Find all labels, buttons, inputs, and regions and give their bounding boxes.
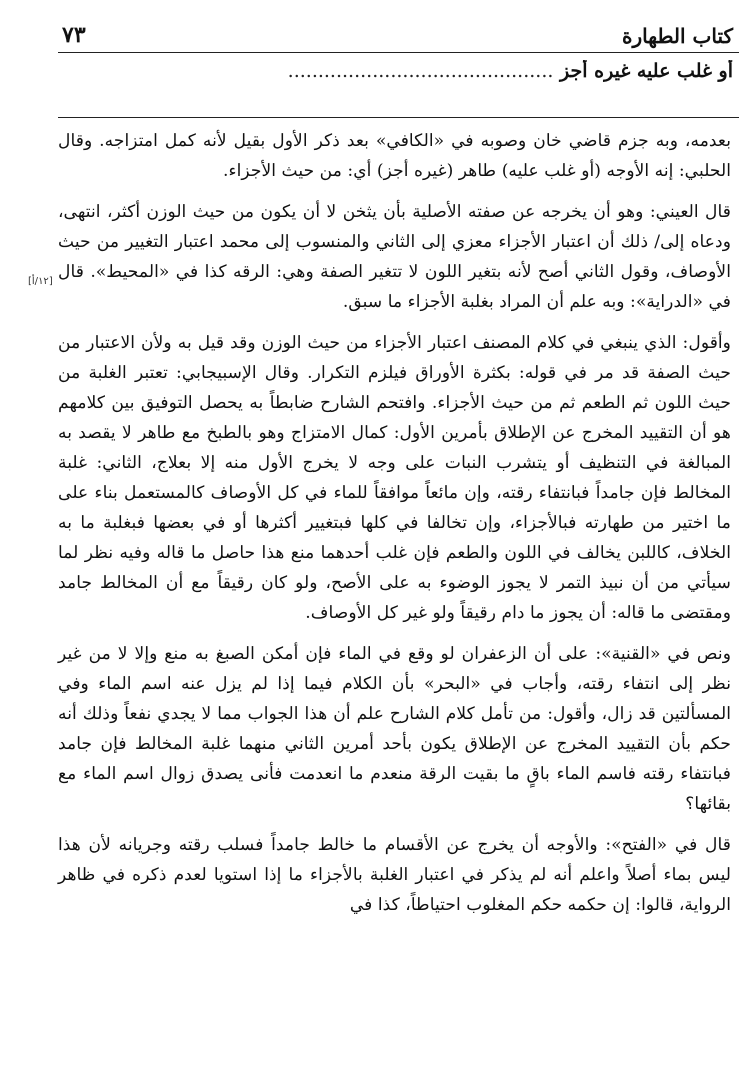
commentary-paragraph: وأقول: الذي ينبغي في كلام المصنف اعتبار الأجزاء من حيث الوزن وقد قيل به ولأن الاعتبار من حيث الصفة قد مر في قوله: بكثرة الأوراق فيلزم التكرار. وقال الإسبيجابي: تعتبر الغلبة من حيث اللون ثم الطعم ثم من حيث الأجزاء. وافتحم الشارح ضابطاً به يحصل التوفيق بين كلامهم هو أن التقييد المخرج عن الإطلاق بأمرين الأول: كمال الامتزاج وهو بالطبخ مع طاهر لا يقصد به المبالغة في التنظيف أو يتشرب النبات على وجه لا يخرج الأول منه إلا بعلاج، الثاني: غلبة المخالط فإن جامداً فبانتفاء رقته، وإن مائعاً موافقاً للماء في كل الأوصاف كالمستعمل بناء على ما اختير من طهارته فبالأجزاء، وإن تخالفا في كلها فبتغيير أكثرها أو في بعضها فبغلبة ما به الخلاف، كاللبن يخالف في اللون والطعم فإن غلب أحدهما منع هذا حاصل ما قاله وفيه نظر لما سيأتي من أن نبيذ التمر لا يجوز الوضوء به على الأصح، ولو كان رقيقاً مع أن المخالط جامد ومقتضى ما قاله: أن يجوز ما دام رقيقاً ولو غير كل الأوصاف. [58,333,731,623]
matn-separator-rule [58,117,739,118]
commentary-paragraph: بعدمه، وبه جزم قاضي خان وصوبه في «الكافي» بعد ذكر الأول بقيل لأنه كمل امتزاجه. وقال الحلبي: إنه الأوجه (أو غلب عليه) طاهر (غيره أجز) أي: من حيث الأجزاء. [58,131,731,181]
page-number: ٧٣ [62,22,86,48]
manuscript-folio-reference: [١٢/أ] [28,276,53,287]
matn-leader-dots: ............................................ [287,60,554,82]
commentary-paragraph: قال في «الفتح»: والأوجه أن يخرج عن الأقسام ما خالط جامداً فسلب رقته وجريانه لأن هذا ليس بماء أصلاً واعلم أنه لم يذكر في اعتبار الغلبة بالأجزاء ما إذا استويا لعدم ذكره في ظاهر الرواية، قالوا: إن حكمه حكم المغلوب احتياطاً، كذا في [58,835,731,915]
commentary-paragraph: ونص في «القنية»: على أن الزعفران لو وقع في الماء فإن أمكن الصبغ به منع وإلا لا من غير نظر إلى انتفاء رقته، وأجاب في «البحر» بأن الكلام فيما إذا لم يزل عنه اسم الماء وفي المسألتين قد زال، وأقول: من تأمل كلام الشارح علم أن هذا الجواب مما لا يجدي نفعاً وذلك أنه حكم بأن التقييد المخرج عن الإطلاق يكون بأحد أمرين الثاني منهما غلبة المخالط فإن جامد فبانتفاء رقته فاسم الماء باقٍ ما بقيت الرقة منعدم ما انعدمت فأنى يصدق زوال اسم الماء مع بقائها؟ [58,644,731,814]
matn-text-line [58,60,733,100]
commentary-body [58,126,731,931]
commentary-paragraph: قال العيني: وهو أن يخرجه عن صفته الأصلية بأن يثخن لا أن يكون من حيث الوزن أكثر، انتهى، ودعاه إلى/ ذلك أن اعتبار الأجزاء معزي إلى الثاني والمنسوب إلى محمد اعتبار التغيير من حيث الأوصاف، وقول الثاني أصح لأنه بتغير اللون لا تتغير الصفة وهي: الرقه كذا في «المحيط». قال في «الدراية»: وبه علم أن المراد بغلبة الأجزاء ما سبق. [58,202,731,312]
running-header [58,18,739,53]
matn-text: أو غلب عليه غيره أجز [560,60,733,82]
book-title: كتاب الطهارة [622,24,733,48]
